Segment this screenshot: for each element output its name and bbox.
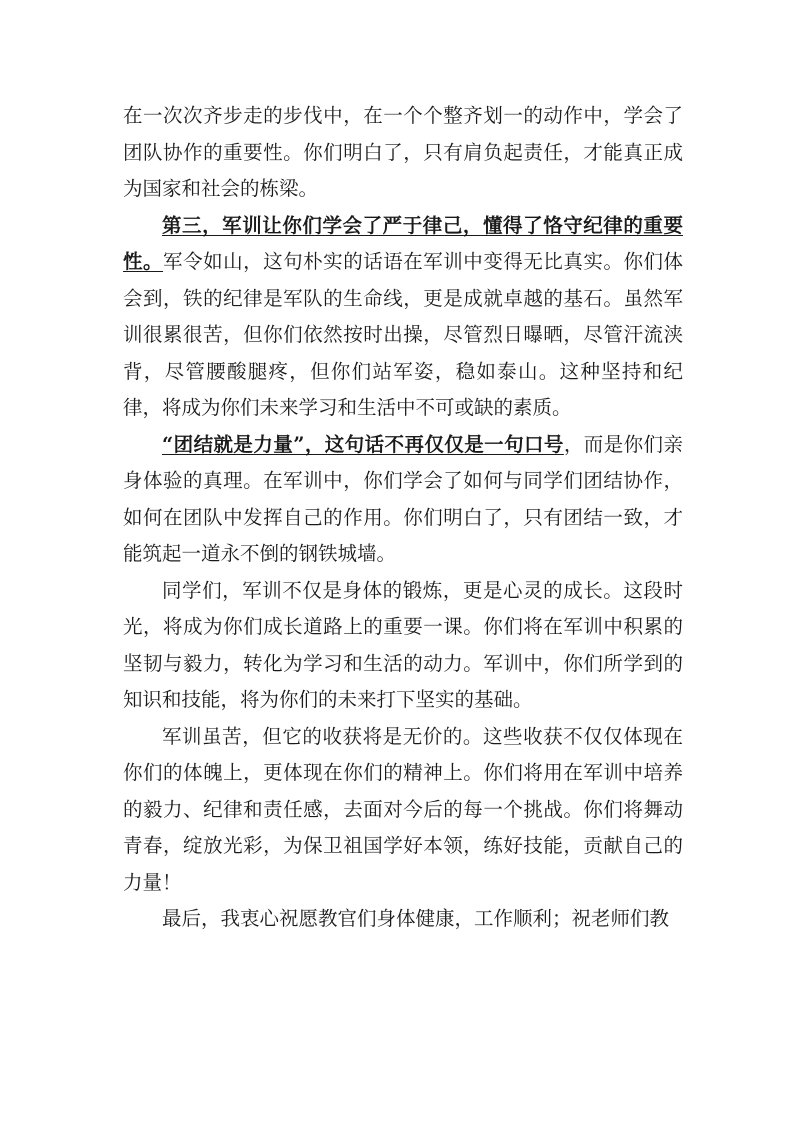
paragraph-3-heading: “团结就是力量”，这句话不再仅仅是一句口号	[162, 432, 564, 456]
paragraph-1	[123, 98, 683, 208]
paragraph-6-text: 最后，我衷心祝愿教官们身体健康，工作顺利；祝老师们教	[162, 907, 670, 930]
paragraph-5-text: 军训虽苦，但它的收获将是无价的。这些收获不仅仅体现在你们的体魄上，更体现在你们的精神上。你们将用在军训中培养的毅力、纪律和责任感，去面对今后的每一个挑战。你们将舞动青春，绽放光彩，为保卫祖国学好本领，练好技能，贡献自己的力量！	[123, 724, 683, 894]
paragraph-3	[123, 427, 683, 573]
paragraph-2-text: 军令如山，这句朴实的话语在军训中变得无比真实。你们体会到，铁的纪律是军队的生命线，更是成就卓越的基石。虽然军训很累很苦，但你们依然按时出操，尽管烈日曝晒，尽管汗流浃背，尽管腰酸腿疼，但你们站军姿，稳如泰山。这种坚持和纪律，将成为你们未来学习和生活中不可或缺的素质。	[123, 250, 683, 419]
paragraph-2	[123, 208, 683, 427]
paragraph-4	[123, 573, 683, 719]
paragraph-6	[123, 901, 683, 938]
paragraph-4-text: 同学们，军训不仅是身体的锻炼，更是心灵的成长。这段时光，将成为你们成长道路上的重要一课。你们将在军训中积累的坚韧与毅力，转化为学习和生活的动力。军训中，你们所学到的知识和技能，将为你们的未来打下坚实的基础。	[123, 578, 683, 711]
paragraph-3-text: ，而是你们亲身体验的真理。在军训中，你们学会了如何与同学们团结协作，如何在团队中发挥自己的作用。你们明白了，只有团结一致，才能筑起一道永不倒的钢铁城墙。	[123, 432, 683, 565]
body-text	[123, 98, 683, 938]
paragraph-1-text: 在一次次齐步走的步伐中，在一个个整齐划一的动作中，学会了团队协作的重要性。你们明白了，只有肩负起责任，才能真正成为国家和社会的栋梁。	[123, 104, 683, 200]
paragraph-2-heading: 第三，军训让你们学会了严于律己，懂得了恪守纪律的重要性。	[123, 213, 683, 273]
paragraph-5	[123, 719, 683, 902]
